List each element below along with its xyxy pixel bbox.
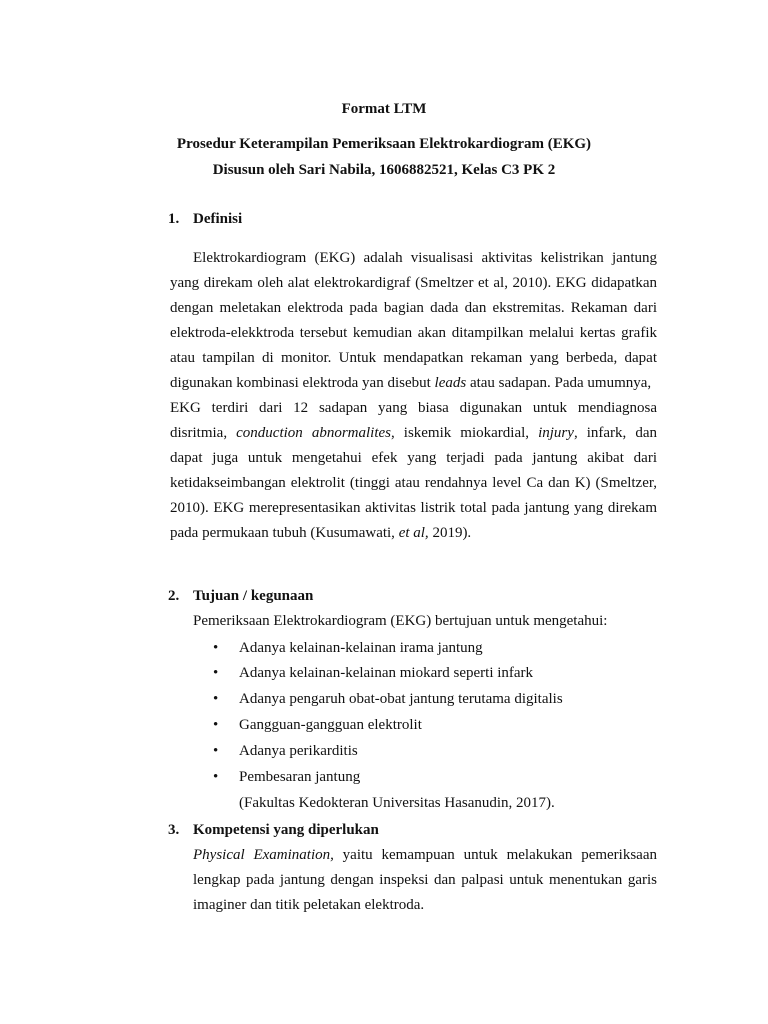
bullet-icon: • xyxy=(213,717,219,733)
line-12-pre: pada permukaan tubuh (Kusumawati, xyxy=(170,525,399,541)
line-1-italic: Physical Examination, xyxy=(193,847,334,863)
line-1-post: yaitu kemampuan untuk melakukan pemeriksaan xyxy=(333,847,657,863)
document-title: Format LTM xyxy=(341,101,427,117)
section-1-line-5: atau tampilan di monitor. Untuk mendapatkan rekaman yang berbeda, dapat xyxy=(170,350,657,366)
line-8-a: disritmia, xyxy=(170,425,237,441)
bullet-icon: • xyxy=(213,691,219,707)
list-item: Gangguan-gangguan elektrolit xyxy=(239,717,422,733)
section-3-line-1 xyxy=(193,847,657,864)
bullet-icon: • xyxy=(213,640,219,656)
line-8-c: , iskemik miokardial, xyxy=(390,425,539,441)
section-1-line-1: Elektrokardiogram (EKG) adalah visualisasi aktivitas kelistrikan jantung xyxy=(193,250,657,266)
section-2-title: Tujuan / kegunaan xyxy=(193,588,314,604)
line-12-post: 2019). xyxy=(428,525,472,541)
section-1-line-6 xyxy=(170,375,651,392)
section-3-title: Kompetensi yang diperlukan xyxy=(193,822,379,838)
line-8-d: injury xyxy=(538,425,574,441)
line-12-italic: et al, xyxy=(398,525,429,541)
list-item: Pembesaran jantung xyxy=(239,769,361,785)
line-6-italic: leads xyxy=(434,375,467,391)
bullet-icon: • xyxy=(213,769,219,785)
section-3-number: 3. xyxy=(168,822,180,838)
list-item: Adanya perikarditis xyxy=(239,743,358,759)
section-2-citation: (Fakultas Kedokteran Universitas Hasanudin, 2017). xyxy=(239,795,555,811)
line-8-e: , infark, dan xyxy=(573,425,657,441)
line-6-pre: digunakan kombinasi elektroda yan disebut xyxy=(170,375,435,391)
section-1-line-11: 2010). EKG merepresentasikan aktivitas listrik total pada jantung yang direkam xyxy=(170,500,657,516)
section-1-number: 1. xyxy=(168,211,180,227)
list-item: Adanya kelainan-kelainan irama jantung xyxy=(239,640,483,656)
section-1-line-9: dapat juga untuk mengetahui efek yang terjadi pada jantung akibat dari xyxy=(170,450,657,466)
document-subtitle: Prosedur Keterampilan Pemeriksaan Elektrokardiogram (EKG) xyxy=(176,136,592,152)
list-item: Adanya pengaruh obat-obat jantung terutama digitalis xyxy=(239,691,563,707)
line-8-b: conduction abnormalites xyxy=(236,425,391,441)
list-item: Adanya kelainan-kelainan miokard seperti infark xyxy=(239,665,534,681)
section-2-intro: Pemeriksaan Elektrokardiogram (EKG) bertujuan untuk mengetahui: xyxy=(193,613,608,629)
section-1-title: Definisi xyxy=(193,211,243,227)
section-1-line-3: dengan meletakan elektroda pada bagian dada dan ekstremitas. Rekaman dari xyxy=(170,300,657,316)
bullet-icon: • xyxy=(213,743,219,759)
bullet-icon: • xyxy=(213,665,219,681)
section-1-line-8 xyxy=(170,425,657,442)
section-1-line-2: yang direkam oleh alat elektrokardigraf (Smeltzer et al, 2010). EKG didapatkan xyxy=(170,275,657,291)
section-3-line-2: lengkap pada jantung dengan inspeksi dan palpasi untuk menentukan garis xyxy=(193,872,657,888)
section-2-number: 2. xyxy=(168,588,180,604)
section-1-line-12 xyxy=(170,525,471,542)
section-3-line-3: imaginer dan titik peletakan elektroda. xyxy=(193,897,425,913)
section-1-line-7: EKG terdiri dari 12 sadapan yang biasa digunakan untuk mendiagnosa xyxy=(170,400,657,416)
section-1-line-4: elektroda-elekktroda tersebut kemudian akan ditampilkan melalui kertas grafik xyxy=(170,325,657,341)
author-line: Disusun oleh Sari Nabila, 1606882521, Kelas C3 PK 2 xyxy=(212,162,556,178)
line-6-post: atau sadapan. Pada umumnya, xyxy=(466,375,652,391)
section-1-line-10: ketidakseimbangan elektrolit (tinggi atau rendahnya level Ca dan K) (Smeltzer, xyxy=(170,475,657,491)
